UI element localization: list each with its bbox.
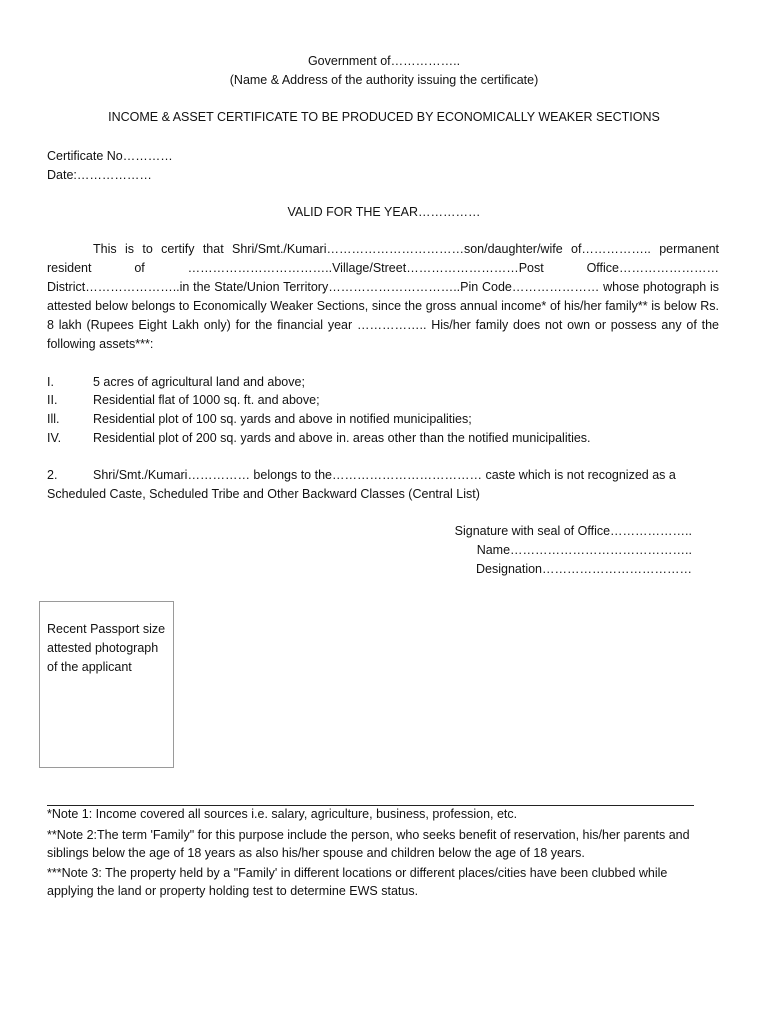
photo-box-label: Recent Passport size attested photograph of the applicant xyxy=(47,622,166,674)
asset-text-3: Residential plot of 100 sq. yards and above in notified municipalities; xyxy=(93,412,472,426)
note-2: **Note 2:The term 'Family" for this purpose include the person, who seeks benefit of reservation, his/her parents and siblings below the age of 18 years as also his/her spouse and children below the age of 18 years. xyxy=(47,828,690,860)
note-3: ***Note 3: The property held by a "Family' in different locations or different places/cities have been clubbed while applying the land or property holding test to determine EWS status. xyxy=(47,866,668,898)
photo-box xyxy=(39,601,174,768)
signature-name-line: Name…………………………………….. xyxy=(476,543,692,557)
certify-paragraph-text: This is to certify that Shri/Smt./Kumari……………………………son/daughter/wife of…………….. permanent resident of ……………………………..Village/Street………………………Post Office…………………… District…………………..in the State/Union Territory…………………………..Pin Code………………… whose photograph is attested below belongs to Economically Weaker Sections, since the gross annual income* of his/her family** is below Rs. 8 lakh (Rupees Eight Lakh only) for the financial year …………….. His/her family does not own or possess any of the following assets***: xyxy=(47,242,719,351)
government-line: Government of…………….. xyxy=(307,54,461,68)
signature-seal-line: Signature with seal of Office……………….. xyxy=(454,524,692,538)
asset-number-3: Ill. xyxy=(47,412,60,426)
note-1: *Note 1: Income covered all sources i.e. salary, agriculture, business, profession, etc. xyxy=(47,807,518,821)
valid-for-year: VALID FOR THE YEAR…………… xyxy=(287,205,481,219)
certificate-date: Date:……………… xyxy=(47,168,152,182)
asset-number-2: II. xyxy=(47,393,58,407)
authority-line: (Name & Address of the authority issuing the certificate) xyxy=(229,73,539,87)
asset-text-1: 5 acres of agricultural land and above; xyxy=(93,375,305,389)
asset-text-4: Residential plot of 200 sq. yards and above in. areas other than the notified municipalities. xyxy=(93,431,591,445)
asset-number-4: IV. xyxy=(47,431,62,445)
certificate-title: INCOME & ASSET CERTIFICATE TO BE PRODUCED BY ECONOMICALLY WEAKER SECTIONS xyxy=(108,110,660,124)
asset-number-1: I. xyxy=(47,375,54,389)
asset-text-2: Residential flat of 1000 sq. ft. and above; xyxy=(93,393,320,407)
caste-clause-line1: Shri/Smt./Kumari…………… belongs to the……………………………… caste which is not recognized as a xyxy=(93,468,676,482)
signature-designation-line: Designation……………………………… xyxy=(475,562,692,576)
certify-paragraph xyxy=(47,240,719,354)
certificate-number: Certificate No………… xyxy=(47,149,173,163)
caste-clause-line2: Scheduled Caste, Scheduled Tribe and Other Backward Classes (Central List) xyxy=(47,487,480,501)
caste-clause-number: 2. xyxy=(47,468,58,482)
